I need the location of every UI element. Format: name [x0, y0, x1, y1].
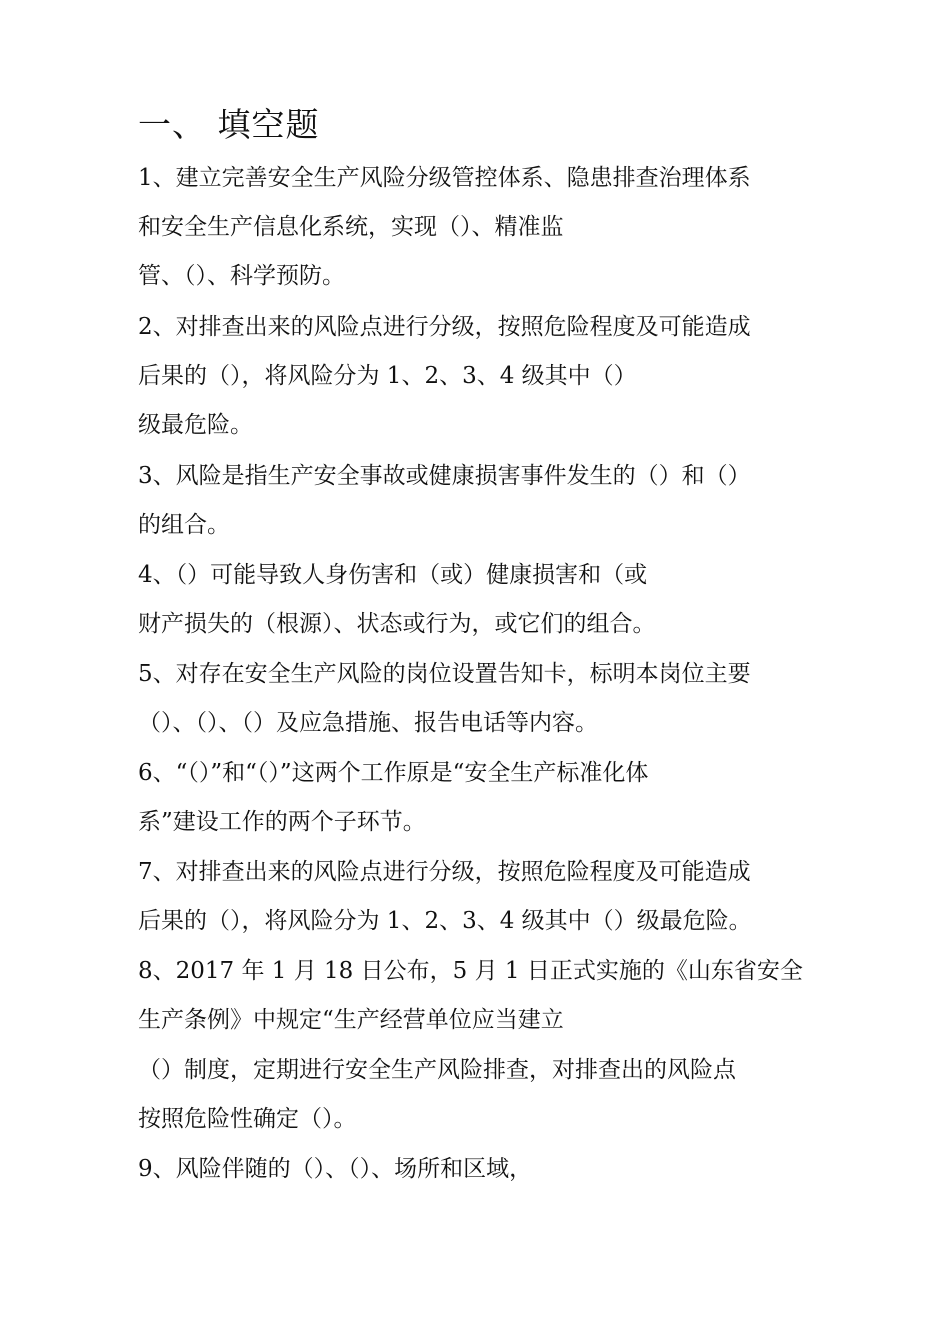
section-title: 一、 填空题 — [138, 105, 320, 144]
text-line: 8、2017 年 1 月 18 日公布，5 月 1 日正式实施的《山东省安全 — [138, 958, 803, 984]
text-line: 财产损失的（根源）、状态或行为，或它们的组合。 — [138, 611, 656, 637]
text-line: 5、对存在安全生产风险的岗位设置告知卡，标明本岗位主要 — [138, 661, 751, 687]
text-line: 3、风险是指生产安全事故或健康损害事件发生的（）和（） — [138, 463, 751, 489]
text-line: 级最危险。 — [138, 412, 253, 438]
text-line: 4、（）可能导致人身伤害和（或）健康损害和（或 — [138, 562, 648, 588]
text-line: 后果的（），将风险分为 1、2、3、4 级其中（）级最危险。 — [138, 908, 752, 934]
text-line: 7、对排查出来的风险点进行分级，按照危险程度及可能造成 — [138, 859, 751, 885]
text-line: 2、对排查出来的风险点进行分级，按照危险程度及可能造成 — [138, 314, 751, 340]
text-line: 后果的（），将风险分为 1、2、3、4 级其中（） — [138, 363, 637, 389]
text-line: （）、（）、（）及应急措施、报告电话等内容。 — [138, 710, 598, 736]
text-line: 按照危险性确定（）。 — [138, 1106, 357, 1132]
text-line: （）制度，定期进行安全生产风险排查，对排查出的风险点 — [138, 1057, 736, 1083]
text-line: 6、“（）”和“（）”这两个工作原是“安全生产标准化体 — [138, 760, 649, 786]
text-line: 和安全生产信息化系统，实现（）、精准监 — [138, 214, 564, 240]
text-line: 生产条例》中规定“生产经营单位应当建立 — [138, 1007, 564, 1033]
text-line: 1、建立完善安全生产风险分级管控体系、隐患排查治理体系 — [138, 165, 751, 191]
text-line: 9、风险伴随的（）、（）、场所和区域， — [138, 1156, 533, 1182]
text-line: 系”建设工作的两个子环节。 — [138, 809, 426, 835]
text-line: 的组合。 — [138, 512, 230, 538]
text-line: 管、（）、科学预防。 — [138, 263, 345, 289]
